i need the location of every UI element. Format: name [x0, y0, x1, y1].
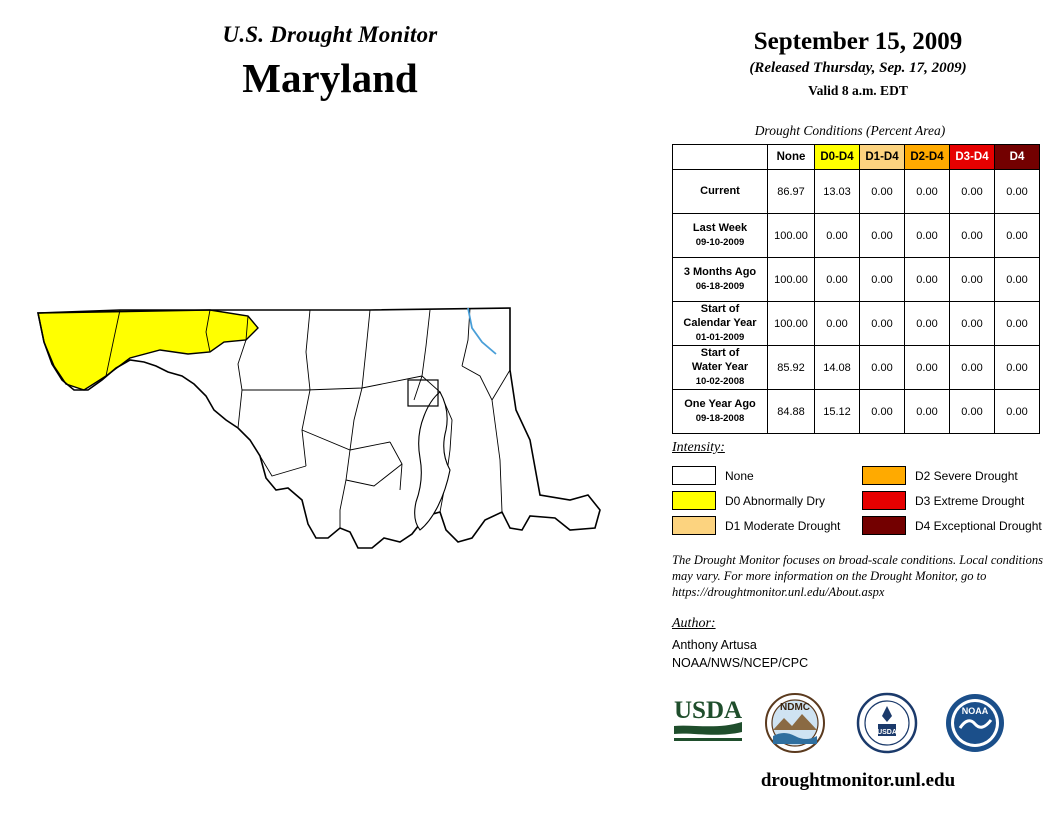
row-label-subdate: 09-18-2008 — [695, 412, 745, 424]
noaa-logo — [944, 692, 1006, 759]
legend-column-left — [672, 463, 840, 538]
table-row — [673, 390, 1040, 434]
cell-current-d3: 0.00 — [950, 170, 995, 214]
cell-3mo-d0: 0.00 — [815, 258, 860, 302]
row-label-subdate: 01-01-2009 — [695, 331, 745, 343]
state-title: Maryland — [242, 55, 418, 101]
cell-current-d0: 13.03 — [815, 170, 860, 214]
table-row — [673, 302, 1040, 346]
legend-label-d0: D0 Abnormally Dry — [725, 493, 826, 508]
cell-cy-d4: 0.00 — [995, 302, 1040, 346]
cell-lastweek-d1: 0.00 — [860, 214, 905, 258]
legend-item-d0 — [672, 488, 840, 513]
table-col-d0: D0-D4 — [815, 145, 860, 170]
cell-wy-d3: 0.00 — [950, 346, 995, 390]
row-label-subdate: 06-18-2009 — [695, 280, 745, 292]
table-col-d2: D2-D4 — [905, 145, 950, 170]
legend-label-d1: D1 Moderate Drought — [725, 518, 841, 533]
cell-1yr-d4: 0.00 — [995, 390, 1040, 434]
table-row — [673, 214, 1040, 258]
cell-lastweek-d3: 0.00 — [950, 214, 995, 258]
table-row — [673, 170, 1040, 214]
cell-cy-d1: 0.00 — [860, 302, 905, 346]
table-row — [673, 258, 1040, 302]
svg-text:USDA: USDA — [877, 729, 897, 736]
page-title: U.S. Drought Monitor — [222, 22, 438, 47]
cell-wy-d4: 0.00 — [995, 346, 1040, 390]
disclaimer-text: The Drought Monitor focuses on broad-scale conditions. Local conditions may vary. For more information on the Drought Monitor, go to https://droughtmonitor.unl.edu/About.aspx — [672, 553, 1043, 599]
ndmc-logo — [764, 692, 826, 759]
date-header — [660, 28, 1056, 99]
table-corner-cell — [673, 145, 768, 170]
row-label-text: Start of Water Year — [691, 347, 749, 374]
swatch-d1 — [672, 516, 716, 535]
cell-3mo-none: 100.00 — [768, 258, 815, 302]
cell-cy-none: 100.00 — [768, 302, 815, 346]
cell-current-d1: 0.00 — [860, 170, 905, 214]
cell-1yr-d0: 15.12 — [815, 390, 860, 434]
cell-current-d2: 0.00 — [905, 170, 950, 214]
cell-3mo-d4: 0.00 — [995, 258, 1040, 302]
cell-lastweek-d2: 0.00 — [905, 214, 950, 258]
map-chesapeake-bay — [415, 392, 450, 530]
row-label-3-months-ago — [673, 258, 768, 302]
cell-wy-d1: 0.00 — [860, 346, 905, 390]
row-label-text: Start of Calendar Year — [683, 303, 757, 330]
table-col-d1: D1-D4 — [860, 145, 905, 170]
usda-logo — [672, 692, 744, 757]
table-caption: Drought Conditions (Percent Area) — [754, 123, 946, 138]
map-svg — [10, 280, 650, 640]
swatch-d3 — [862, 491, 906, 510]
legend-column-right — [862, 463, 1042, 538]
cell-lastweek-none: 100.00 — [768, 214, 815, 258]
table-col-d4: D4 — [995, 145, 1040, 170]
map-date: September 15, 2009 — [753, 28, 963, 55]
cell-cy-d0: 0.00 — [815, 302, 860, 346]
cell-3mo-d3: 0.00 — [950, 258, 995, 302]
legend-label-d3: D3 Extreme Drought — [915, 493, 1025, 508]
logo-row — [664, 692, 1054, 764]
row-label-text: Last Week — [692, 222, 748, 235]
author-name: Anthony Artusa — [672, 638, 757, 652]
map-river-line — [468, 308, 496, 354]
row-label-last-week — [673, 214, 768, 258]
cell-cy-d2: 0.00 — [905, 302, 950, 346]
legend-label-none: None — [725, 468, 754, 483]
usda-seal-logo — [856, 692, 918, 759]
row-label-text: Current — [700, 184, 740, 197]
legend-item-d3 — [862, 488, 1042, 513]
cell-wy-d2: 0.00 — [905, 346, 950, 390]
legend-label-d4: D4 Exceptional Drought — [915, 518, 1042, 533]
cell-current-none: 86.97 — [768, 170, 815, 214]
table-col-none: None — [768, 145, 815, 170]
author-block — [672, 636, 808, 672]
swatch-d4 — [862, 516, 906, 535]
row-label-subdate: 09-10-2009 — [695, 236, 745, 248]
table-row — [673, 346, 1040, 390]
cell-wy-none: 85.92 — [768, 346, 815, 390]
cell-3mo-d2: 0.00 — [905, 258, 950, 302]
cell-cy-d3: 0.00 — [950, 302, 995, 346]
map-region-d0 — [38, 310, 258, 390]
row-label-start-calendar-year — [673, 302, 768, 346]
swatch-none — [672, 466, 716, 485]
site-url: droughtmonitor.unl.edu — [760, 770, 956, 791]
svg-text:NDMC: NDMC — [780, 702, 810, 713]
map-title-block — [0, 22, 660, 102]
maryland-drought-map — [10, 280, 650, 640]
swatch-d0 — [672, 491, 716, 510]
swatch-d2 — [862, 466, 906, 485]
row-label-one-year-ago — [673, 390, 768, 434]
legend-item-d1 — [672, 513, 840, 538]
cell-1yr-d1: 0.00 — [860, 390, 905, 434]
legend-item-d2 — [862, 463, 1042, 488]
row-label-text: 3 Months Ago — [683, 266, 757, 279]
cell-current-d4: 0.00 — [995, 170, 1040, 214]
valid-time: Valid 8 a.m. EDT — [808, 83, 908, 98]
legend-item-d4 — [862, 513, 1042, 538]
row-label-current — [673, 170, 768, 214]
legend-item-none — [672, 463, 840, 488]
cell-wy-d0: 14.08 — [815, 346, 860, 390]
release-date: (Released Thursday, Sep. 17, 2009) — [749, 60, 967, 76]
intensity-title: Intensity: — [672, 440, 725, 455]
row-label-start-water-year — [673, 346, 768, 390]
row-label-text: One Year Ago — [684, 398, 756, 411]
legend-label-d2: D2 Severe Drought — [915, 468, 1018, 483]
drought-conditions-table — [672, 144, 1040, 434]
svg-text:NOAA: NOAA — [961, 706, 989, 716]
table-col-d3: D3-D4 — [950, 145, 995, 170]
cell-1yr-d3: 0.00 — [950, 390, 995, 434]
cell-3mo-d1: 0.00 — [860, 258, 905, 302]
cell-lastweek-d0: 0.00 — [815, 214, 860, 258]
cell-1yr-d2: 0.00 — [905, 390, 950, 434]
table-header-row — [673, 145, 1040, 170]
author-affiliation: NOAA/NWS/NCEP/CPC — [672, 656, 809, 671]
row-label-subdate: 10-02-2008 — [695, 375, 745, 387]
cell-lastweek-d4: 0.00 — [995, 214, 1040, 258]
svg-text:USDA: USDA — [674, 697, 743, 724]
cell-1yr-none: 84.88 — [768, 390, 815, 434]
author-title: Author: — [672, 616, 716, 631]
